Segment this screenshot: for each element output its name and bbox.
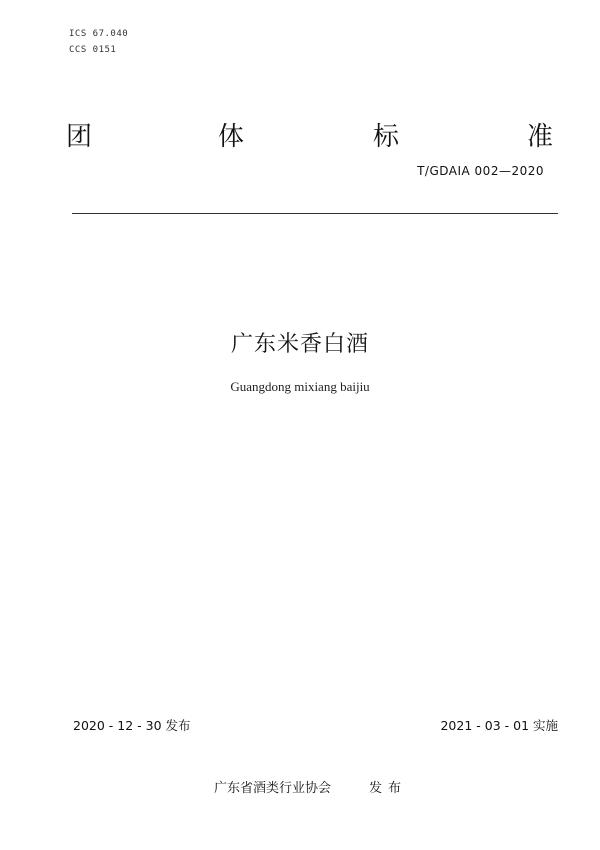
ics-code: ICS 67.040: [69, 29, 129, 39]
ccs-code: CCS 0151: [69, 45, 117, 55]
issue-date: 2020 - 12 - 30 发布: [73, 718, 191, 733]
publisher-name: 广东省酒类行业协会: [214, 781, 332, 796]
implementation-date: 2021 - 03 - 01 实施: [440, 718, 558, 733]
standard-type-char-4: 准: [527, 122, 554, 152]
publish-label: 发布: [369, 781, 408, 796]
document-title-english: Guangdong mixiang baijiu: [230, 379, 370, 394]
document-title-chinese: 广东米香白酒: [230, 332, 369, 357]
header-divider: [72, 213, 558, 214]
standard-type-char-2: 体: [218, 122, 245, 152]
standard-type-char-1: 团: [66, 122, 93, 152]
standard-number: T/GDAIA 002—2020: [417, 164, 544, 178]
standard-type-char-3: 标: [373, 122, 400, 152]
